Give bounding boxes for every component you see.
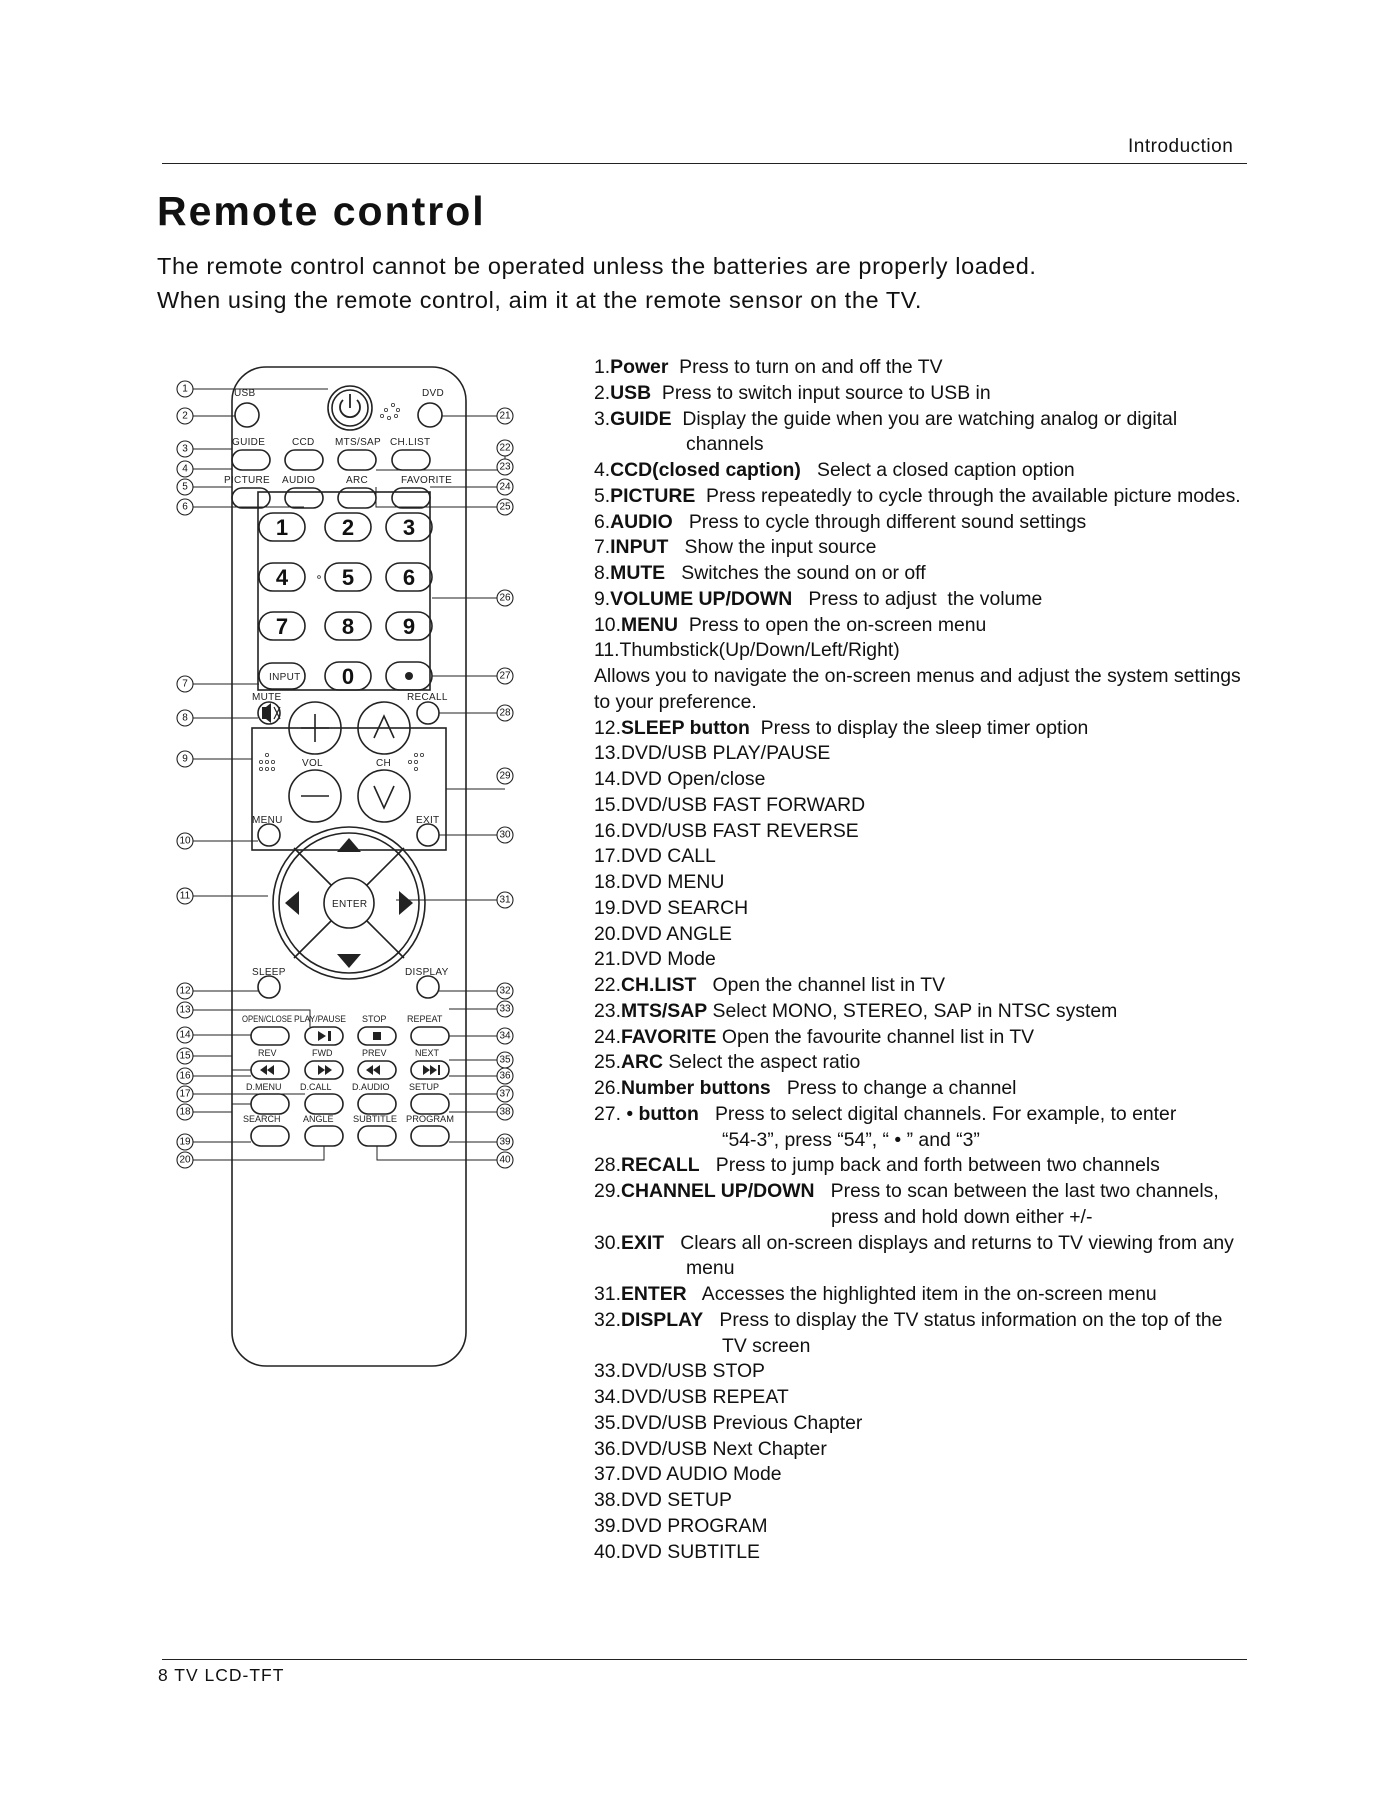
- left-arrow-icon: [285, 891, 299, 915]
- dmenu-button: [251, 1094, 289, 1114]
- legend-number: 27. •: [594, 1102, 639, 1125]
- legend-description: Press to scan between the last two channels,: [814, 1180, 1219, 1202]
- legend-item: [594, 1359, 1254, 1385]
- legend-key: MTS/SAP: [620, 999, 708, 1022]
- legend-item: [594, 1437, 1254, 1463]
- legend-key: RECALL: [620, 1154, 700, 1177]
- ccd-button: [285, 450, 323, 470]
- legend-description: Select MONO, STEREO, SAP in NTSC system: [707, 999, 1118, 1022]
- label-input: INPUT: [269, 672, 301, 683]
- legend-number: 18.DVD MENU: [594, 871, 725, 893]
- digit-7: 7: [275, 614, 289, 639]
- prev-icon: [366, 1065, 380, 1075]
- legend-item: [594, 1282, 1254, 1308]
- legend-description: Select the aspect ratio: [662, 1051, 861, 1074]
- legend-item: [594, 870, 1254, 896]
- angle-button: [305, 1126, 343, 1146]
- legend-item: [594, 922, 1254, 948]
- fwd-icon: [318, 1065, 332, 1075]
- legend-item: [594, 381, 1254, 407]
- callout-38: 38: [499, 1106, 511, 1118]
- legend-item: [594, 1385, 1254, 1411]
- legend-description: Press to select digital channels. For example, to enter: [698, 1102, 1177, 1125]
- legend-item: [594, 947, 1254, 973]
- legend-item: [594, 999, 1254, 1025]
- mts-button: [338, 450, 376, 470]
- callout-8: 8: [182, 712, 188, 724]
- daudio-button: [358, 1094, 396, 1114]
- digit-4: 4: [275, 565, 289, 590]
- legend-number: 19.DVD SEARCH: [594, 896, 749, 919]
- label-sleep: SLEEP: [252, 967, 286, 978]
- legend-key: VOLUME UP/DOWN: [610, 587, 793, 610]
- label-program: PROGRAM: [406, 1114, 454, 1124]
- callout-21: 21: [499, 410, 511, 422]
- legend-key: FAVORITE: [620, 1025, 717, 1048]
- label-mute: MUTE: [252, 692, 282, 703]
- legend-number: 16.DVD/USB FAST REVERSE: [594, 819, 859, 842]
- callout-39: 39: [499, 1136, 511, 1148]
- legend-number: 7.: [594, 536, 611, 559]
- sleep-button: [258, 976, 280, 998]
- legend-number: 32.: [594, 1308, 621, 1331]
- legend-description: Display the guide when you are watching analog or digital: [671, 407, 1178, 430]
- legend-description: Select a closed caption option: [800, 459, 1075, 481]
- legend-number: 17.DVD CALL: [594, 845, 716, 868]
- legend-description: Open the channel list in TV: [696, 974, 946, 996]
- label-ccd: CCD: [292, 437, 315, 448]
- label-stop: STOP: [362, 1014, 387, 1024]
- legend-description: Press repeatedly to cycle through the available picture modes.: [695, 484, 1241, 507]
- label-usb: USB: [234, 388, 256, 399]
- legend-description: Clears all on-screen displays and returns to TV viewing from any: [664, 1231, 1234, 1254]
- legend-number: 23.: [594, 999, 621, 1022]
- label-recall: RECALL: [407, 692, 448, 703]
- legend-item: [594, 1076, 1254, 1102]
- digit-5: 5: [341, 565, 355, 590]
- label-picture: PICTURE: [224, 475, 270, 486]
- legend-number: 11.Thumbstick(Up/Down/Left/Right): [594, 639, 900, 662]
- label-setup: SETUP: [409, 1082, 440, 1092]
- label-search: SEARCH: [243, 1114, 281, 1124]
- callout-31: 31: [499, 894, 511, 906]
- ch-down-button: [358, 770, 410, 822]
- legend-number: 12.: [594, 716, 621, 739]
- legend-number: 15.DVD/USB FAST FORWARD: [594, 793, 866, 816]
- digit-8: 8: [341, 614, 355, 639]
- legend-number: 26.: [594, 1077, 621, 1099]
- callout-15: 15: [179, 1050, 191, 1062]
- legend-number: 6.: [594, 510, 611, 533]
- legend-number: 34.DVD/USB REPEAT: [594, 1386, 789, 1408]
- legend-item: [594, 1411, 1254, 1437]
- legend-number: 2.: [594, 381, 611, 404]
- callout-36: 36: [499, 1070, 511, 1082]
- callout-13: 13: [179, 1004, 191, 1016]
- legend-key: MUTE: [610, 562, 666, 584]
- callout-24: 24: [499, 481, 511, 493]
- legend-description: Press to change a channel: [770, 1077, 1017, 1099]
- label-dcall: D.CALL: [300, 1082, 332, 1092]
- menu-button: [258, 824, 280, 846]
- legend-text: to your preference.: [594, 690, 757, 713]
- callout-30: 30: [499, 829, 511, 841]
- label-ch: CH: [376, 758, 392, 769]
- legend-item: [594, 819, 1254, 845]
- search-button: [251, 1126, 289, 1146]
- legend-number: 31.: [594, 1283, 621, 1305]
- legend-number: 29.: [594, 1180, 621, 1202]
- callout-1: 1: [182, 383, 188, 395]
- legend-number: 25.: [594, 1051, 621, 1074]
- recall-button: [417, 702, 439, 724]
- label-daudio: D.AUDIO: [352, 1082, 390, 1092]
- legend-key: button: [638, 1102, 699, 1125]
- right-arrow-icon: [399, 891, 413, 915]
- callout-40: 40: [499, 1154, 511, 1166]
- dot-icon: [405, 672, 413, 680]
- legend-number: 38.DVD SETUP: [594, 1489, 732, 1511]
- legend-number: 8.: [594, 562, 611, 584]
- legend-item: [594, 1514, 1254, 1540]
- next-icon: [423, 1065, 440, 1075]
- legend-description: Press to cycle through different sound settings: [672, 510, 1087, 533]
- legend-key: AUDIO: [610, 510, 673, 533]
- header-rule: [162, 163, 1247, 164]
- legend-description: Press to jump back and forth between two channels: [699, 1154, 1160, 1177]
- label-arc: ARC: [346, 475, 369, 486]
- up-arrow-icon: [337, 838, 361, 852]
- label-exit: EXIT: [416, 815, 440, 826]
- legend-item: [594, 716, 1254, 742]
- callout-35: 35: [499, 1054, 511, 1066]
- label-dmenu: D.MENU: [246, 1082, 282, 1092]
- intro-line-1: The remote control cannot be operated unless the batteries are properly loaded.: [157, 253, 1037, 279]
- openclose-button: [251, 1027, 289, 1045]
- legend-item: [594, 896, 1254, 922]
- legend-item: [594, 1050, 1254, 1076]
- label-mts: MTS/SAP: [335, 437, 381, 448]
- label-vol: VOL: [302, 758, 323, 769]
- callout-25: 25: [499, 501, 511, 513]
- legend-number: 13.DVD/USB PLAY/PAUSE: [594, 742, 831, 765]
- legend-description: Press to open the on-screen menu: [678, 613, 987, 636]
- legend-item: [594, 741, 1254, 767]
- legend-item: [594, 638, 1254, 664]
- legend-number: 35.DVD/USB Previous Chapter: [594, 1411, 863, 1434]
- down-arrow-icon: [337, 954, 361, 968]
- legend-description: Show the input source: [668, 536, 877, 559]
- callout-20: 20: [179, 1154, 191, 1166]
- footer-rule: [162, 1659, 1247, 1660]
- legend-number: 3.: [594, 407, 611, 430]
- label-display: DISPLAY: [405, 967, 449, 978]
- button-legend: [594, 355, 1254, 1565]
- usb-button: [235, 403, 259, 427]
- label-fwd: FWD: [312, 1048, 333, 1058]
- guide-button: [232, 450, 270, 470]
- label-angle: ANGLE: [303, 1114, 334, 1124]
- callout-3: 3: [182, 443, 188, 455]
- legend-number: 37.DVD AUDIO Mode: [594, 1463, 782, 1486]
- legend-continuation: channels: [686, 433, 764, 456]
- legend-key: CCD(closed caption): [610, 459, 801, 481]
- label-audio: AUDIO: [282, 475, 316, 486]
- legend-item: [594, 355, 1254, 381]
- legend-key: PICTURE: [610, 484, 696, 507]
- legend-number: 28.: [594, 1154, 621, 1177]
- label-rev: REV: [258, 1048, 277, 1058]
- callout-5: 5: [182, 481, 188, 493]
- legend-key: MENU: [620, 613, 679, 636]
- digit-1: 1: [275, 515, 289, 540]
- callout-26: 26: [499, 592, 511, 604]
- callout-22: 22: [499, 442, 511, 454]
- label-guide: GUIDE: [232, 437, 266, 448]
- callout-14: 14: [179, 1029, 191, 1041]
- legend-item: [594, 535, 1254, 561]
- legend-key: CH.LIST: [620, 974, 697, 996]
- callout-17: 17: [179, 1088, 191, 1100]
- legend-item: [594, 561, 1254, 587]
- callout-34: 34: [499, 1030, 511, 1042]
- callout-32: 32: [499, 985, 511, 997]
- legend-key: INPUT: [610, 536, 669, 559]
- favorite-button: [392, 488, 430, 508]
- legend-number: 21.DVD Mode: [594, 948, 716, 971]
- legend-item: [594, 613, 1254, 639]
- label-menu: MENU: [252, 815, 283, 826]
- picture-button: [232, 488, 270, 508]
- callout-10: 10: [179, 835, 191, 847]
- callout-28: 28: [499, 707, 511, 719]
- legend-item: [594, 1179, 1254, 1205]
- callout-27: 27: [499, 670, 511, 682]
- legend-item: [594, 973, 1254, 999]
- chlist-button: [392, 450, 430, 470]
- setup-button: [411, 1094, 449, 1114]
- callout-18: 18: [179, 1106, 191, 1118]
- intro-line-2: When using the remote control, aim it at the remote sensor on the TV.: [157, 287, 923, 313]
- legend-number: 24.: [594, 1025, 621, 1048]
- legend-item: [594, 458, 1254, 484]
- legend-key: Number buttons: [620, 1077, 771, 1099]
- section-header: Introduction: [1128, 136, 1234, 157]
- digit-2: 2: [341, 515, 355, 540]
- legend-number: 1.: [594, 356, 611, 378]
- legend-number: 9.: [594, 587, 611, 610]
- legend-number: 14.DVD Open/close: [594, 768, 766, 790]
- callout-16: 16: [179, 1070, 191, 1082]
- remote-diagram: [170, 360, 530, 1370]
- play-pause-icon: [318, 1031, 331, 1041]
- callout-37: 37: [499, 1088, 511, 1100]
- label-chlist: CH.LIST: [390, 437, 431, 448]
- legend-number: 30.: [594, 1231, 621, 1254]
- legend-key: CHANNEL UP/DOWN: [620, 1180, 815, 1202]
- legend-item: [594, 1540, 1254, 1566]
- legend-continuation: menu: [686, 1257, 735, 1280]
- legend-key: EXIT: [620, 1231, 665, 1254]
- legend-continuation: TV screen: [722, 1334, 811, 1357]
- label-playpause: PLAY/PAUSE: [294, 1014, 346, 1024]
- legend-description: Accesses the highlighted item in the on-screen menu: [686, 1283, 1157, 1305]
- callout-9: 9: [182, 753, 188, 765]
- callout-6: 6: [182, 501, 188, 513]
- legend-description: Open the favourite channel list in TV: [716, 1025, 1035, 1048]
- legend-key: Power: [610, 356, 669, 378]
- digit-6: 6: [402, 565, 416, 590]
- label-dvd: DVD: [422, 388, 445, 399]
- legend-item: [594, 793, 1254, 819]
- digit-9: 9: [402, 614, 416, 639]
- legend-item: [594, 484, 1254, 510]
- legend-item: [594, 1025, 1254, 1051]
- digit-3: 3: [402, 515, 416, 540]
- legend-key: USB: [610, 381, 652, 404]
- label-repeat: REPEAT: [407, 1014, 443, 1024]
- legend-continuation: press and hold down either +/-: [831, 1205, 1093, 1228]
- legend-continuation: “54-3”, press “54”, “ • ” and “3”: [722, 1128, 980, 1151]
- callout-2: 2: [182, 410, 188, 422]
- legend-key: SLEEP button: [620, 716, 750, 739]
- dcall-button: [305, 1094, 343, 1114]
- exit-button: [417, 824, 439, 846]
- legend-key: ENTER: [620, 1283, 687, 1305]
- legend-description: Press to switch input source to USB in: [651, 381, 991, 404]
- legend-description: Press to adjust the volume: [792, 587, 1043, 610]
- legend-number: 20.DVD ANGLE: [594, 922, 732, 945]
- rev-icon: [260, 1065, 274, 1075]
- legend-key: GUIDE: [610, 407, 672, 430]
- program-button: [411, 1126, 449, 1146]
- callout-29: 29: [499, 770, 511, 782]
- mute-speaker-icon: [262, 703, 271, 723]
- legend-number: 22.: [594, 974, 621, 996]
- display-button: [417, 976, 439, 998]
- legend-number: 4.: [594, 459, 611, 481]
- legend-description: Press to display the TV status information on the top of the: [703, 1308, 1223, 1331]
- audio-button: [285, 488, 323, 508]
- repeat-button: [411, 1027, 449, 1045]
- legend-number: 36.DVD/USB Next Chapter: [594, 1437, 827, 1460]
- label-enter: ENTER: [332, 899, 368, 910]
- label-subtitle: SUBTITLE: [353, 1114, 397, 1124]
- legend-key: ARC: [620, 1051, 663, 1074]
- legend-item: [594, 1153, 1254, 1179]
- label-prev: PREV: [362, 1048, 387, 1058]
- legend-number: 5.: [594, 484, 611, 507]
- legend-item: [594, 844, 1254, 870]
- legend-description: Press to turn on and off the TV: [668, 356, 943, 378]
- callout-33: 33: [499, 1003, 511, 1015]
- legend-item: [594, 510, 1254, 536]
- legend-item: [594, 1231, 1254, 1257]
- callout-23: 23: [499, 461, 511, 473]
- label-favorite: FAVORITE: [401, 475, 453, 486]
- legend-number: 39.DVD PROGRAM: [594, 1514, 768, 1537]
- page-footer: 8 TV LCD-TFT: [158, 1665, 285, 1685]
- page-title: Remote control: [157, 188, 486, 234]
- legend-item: [594, 1462, 1254, 1488]
- legend-description: Switches the sound on or off: [665, 562, 926, 584]
- legend-item: [594, 1488, 1254, 1514]
- callout-19: 19: [179, 1136, 191, 1148]
- legend-key: DISPLAY: [620, 1308, 704, 1331]
- label-next: NEXT: [415, 1048, 440, 1058]
- legend-number: 33.DVD/USB STOP: [594, 1360, 765, 1383]
- label-openclose: OPEN/CLOSE: [242, 1014, 292, 1024]
- arc-button: [338, 488, 376, 508]
- dvd-button: [418, 403, 442, 427]
- stop-icon: [373, 1032, 381, 1040]
- subtitle-button: [358, 1126, 396, 1146]
- callout-11: 11: [179, 890, 191, 902]
- legend-item: [594, 1308, 1254, 1334]
- legend-item: [594, 407, 1254, 433]
- callout-4: 4: [182, 463, 188, 475]
- callout-7: 7: [182, 678, 188, 690]
- legend-number: 40.DVD SUBTITLE: [594, 1540, 760, 1563]
- legend-text: Allows you to navigate the on-screen menus and adjust the system settings: [594, 665, 1241, 687]
- digit-0: 0: [341, 664, 355, 689]
- legend-number: 10.: [594, 613, 621, 636]
- callout-12: 12: [179, 985, 191, 997]
- legend-item: [594, 767, 1254, 793]
- legend-item: [594, 587, 1254, 613]
- legend-item: [594, 1102, 1254, 1128]
- legend-description: Press to display the sleep timer option: [749, 716, 1089, 739]
